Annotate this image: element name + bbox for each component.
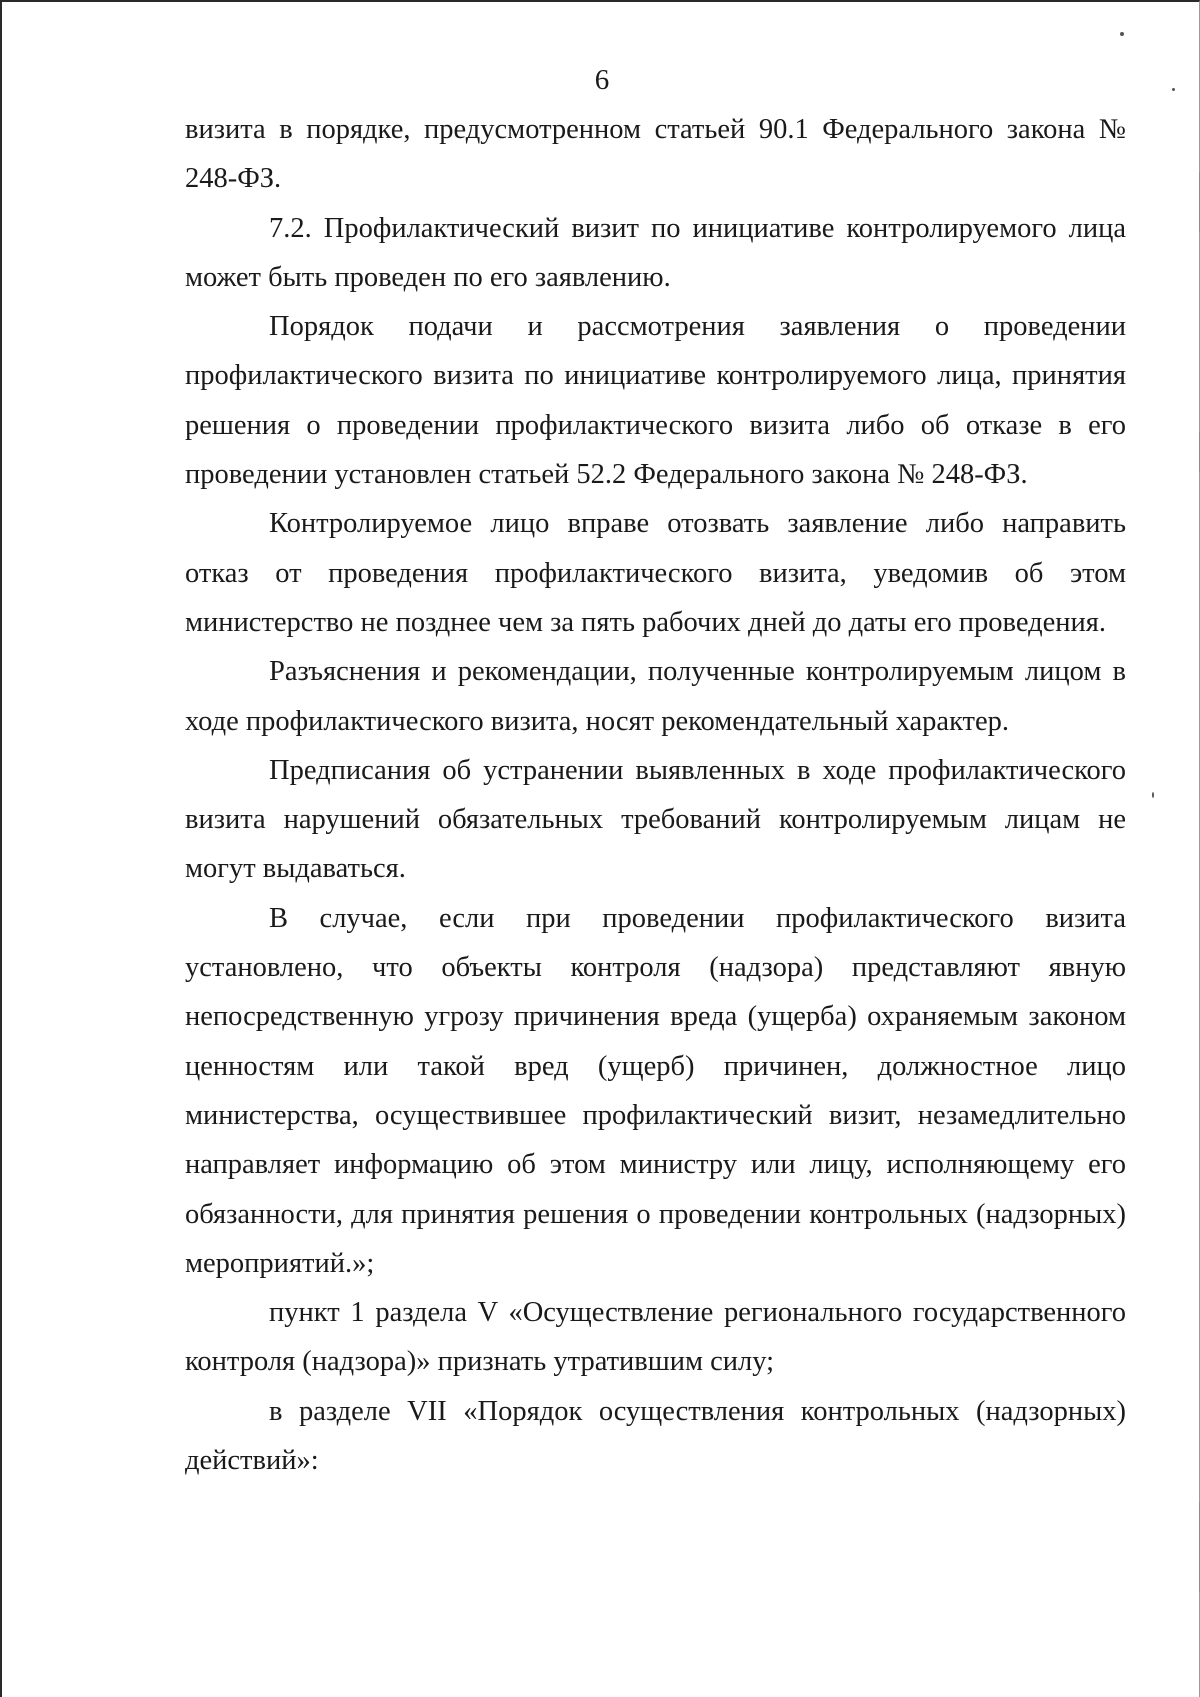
paragraph-7-2: 7.2. Профилактический визит по инициативе контролируемого лица может быть проведен по его заявлению. <box>185 212 1126 293</box>
paragraph-section-vii: в разделе VII «Порядок осуществления контрольных (надзорных) действий»: <box>185 1395 1126 1477</box>
scan-speck <box>1120 32 1124 36</box>
scan-speck <box>1172 88 1175 91</box>
paragraph-section-v: пункт 1 раздела V «Осуществление регионального государственного контроля (надзора)» признать утратившим силу; <box>185 1297 1126 1378</box>
paragraph-withdraw-application: Контролируемое лицо вправе отозвать заявление либо направить отказ от проведения профилактического визита, уведомив об этом министерство не позднее чем за пять рабочих дней до даты его проведения. <box>185 508 1126 638</box>
paragraph-continuation: визита в порядке, предусмотренном статьей 90.1 Федерального закона № 248-ФЗ. <box>185 114 1126 195</box>
document-body <box>185 105 1126 1485</box>
paragraph-threat-case: В случае, если при проведении профилактического визита установлено, что объекты контроля (надзора) представляют явную непосредственную угрозу причинения вреда (ущерба) охраняемым законом ценностям или такой вред (ущерб) причинен, должностное лицо министерства, осуществившее профилактический визит, незамедлительно направляет информацию об этом министру или лицу, исполняющему его обязанности, для принятия решения о проведении контрольных (надзорных) мероприятий.»; <box>185 902 1126 1279</box>
paragraph-clarifications: Разъяснения и рекомендации, полученные контролируемым лицом в ходе профилактического визита, носят рекомендательный характер. <box>185 656 1126 737</box>
scan-speck <box>1152 792 1154 798</box>
paragraph-application-procedure: Порядок подачи и рассмотрения заявления о проведении профилактического визита по инициативе контролируемого лица, принятия решения о проведении профилактического визита либо об отказе в его проведении установлен статьей 52.2 Федерального закона № 248-ФЗ. <box>185 311 1126 491</box>
paragraph-prescriptions: Предписания об устранении выявленных в ходе профилактического визита нарушений обязательных требований контролируемым лицам не могут выдаваться. <box>185 754 1126 885</box>
page-number: 6 <box>594 64 610 96</box>
